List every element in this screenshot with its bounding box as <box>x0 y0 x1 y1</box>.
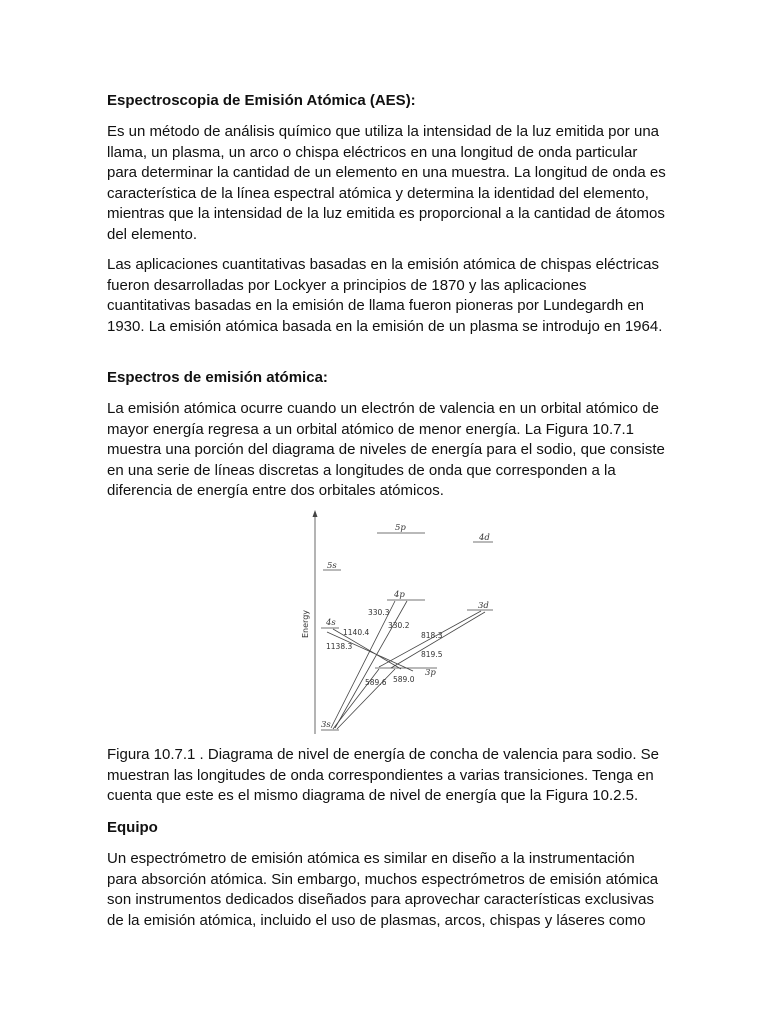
level-5s-label: 5s <box>327 561 337 571</box>
paragraph-aes-history: Las aplicaciones cuantitativas basadas en la emisión atómica de chispas eléctricas fueron desarrolladas por Lockyer a principios de 1870 y las aplicaciones cuantitativas basadas en la emisión de llama fueron pioneras por Lundegardh en 1930. La emisión atómica basada en la emisión de un plasma se introdujo en 1964. <box>107 256 663 335</box>
level-4d-label: 4d <box>479 533 490 543</box>
section-heading-equipment: Equipo <box>107 819 158 836</box>
paragraph-emission-spectra: La emisión atómica ocurre cuando un electrón de valencia en un orbital atómico de mayor energía regresa a un orbital atómico de menor energía. La Figura 10.7.1 muestra una porción del diagrama de niveles de energía para el sodio, que consiste en una serie de líneas discretas a longitudes de onda que corresponden a la diferencia de energía entre dos orbitales atómicos. <box>107 400 665 499</box>
energy-level-diagram-svg <box>295 508 505 736</box>
energy-axis-arrowhead <box>313 510 318 517</box>
wavelength-589-0: 589.0 <box>393 675 415 684</box>
level-3d-label: 3d <box>478 601 489 611</box>
wavelength-330-2: 330.2 <box>388 621 410 630</box>
section-heading-aes: Espectroscopia de Emisión Atómica (AES): <box>107 92 416 109</box>
transition-4s-3p-b <box>327 632 413 671</box>
wavelength-818-3: 818.3 <box>421 631 443 640</box>
level-3s-label: 3s <box>321 720 331 730</box>
paragraph-equipment: Un espectrómetro de emisión atómica es similar en diseño a la instrumentación para absorción atómica. Sin embargo, muchos espectrómetros de emisión atómica son instrumentos dedicados diseñados para aprovechar características exclusivas de la emisión atómica, incluido el uso de plasmas, arcos, chispas y láseres como <box>107 850 659 929</box>
wavelength-1140-4: 1140.4 <box>343 628 370 637</box>
wavelength-819-5: 819.5 <box>421 650 443 659</box>
level-3p-label: 3p <box>425 668 436 678</box>
transition-4p-3s-a <box>331 601 395 728</box>
wavelength-1138-3: 1138.3 <box>326 642 353 651</box>
level-4p-label: 4p <box>394 590 405 600</box>
section-heading-emission-spectra: Espectros de emisión atómica: <box>107 369 328 386</box>
energy-level-diagram <box>295 508 505 736</box>
wavelength-589-6: 589.6 <box>365 678 387 687</box>
level-5p-label: 5p <box>395 523 406 533</box>
wavelength-330-3: 330.3 <box>368 608 390 617</box>
energy-axis-label: Energy <box>301 609 310 638</box>
figure-caption: Figura 10.7.1 . Diagrama de nivel de energía de concha de valencia para sodio. Se muestran las longitudes de onda correspondientes a varias transiciones. Tenga en cuenta que este es el mismo diagrama de nivel de energía que la Figura 10.2.5. <box>107 746 660 804</box>
paragraph-aes-definition: Es un método de análisis químico que utiliza la intensidad de la luz emitida por una llama, un plasma, un arco o chispa eléctricos en una longitud de onda particular para determinar la cantidad de un elemento en una muestra. La longitud de onda es característica de la línea espectral atómica y determina la identidad del elemento, mientras que la intensidad de la luz emitida es proporcional a la cantidad de átomos del elemento. <box>107 123 666 243</box>
level-4s-label: 4s <box>326 618 336 628</box>
